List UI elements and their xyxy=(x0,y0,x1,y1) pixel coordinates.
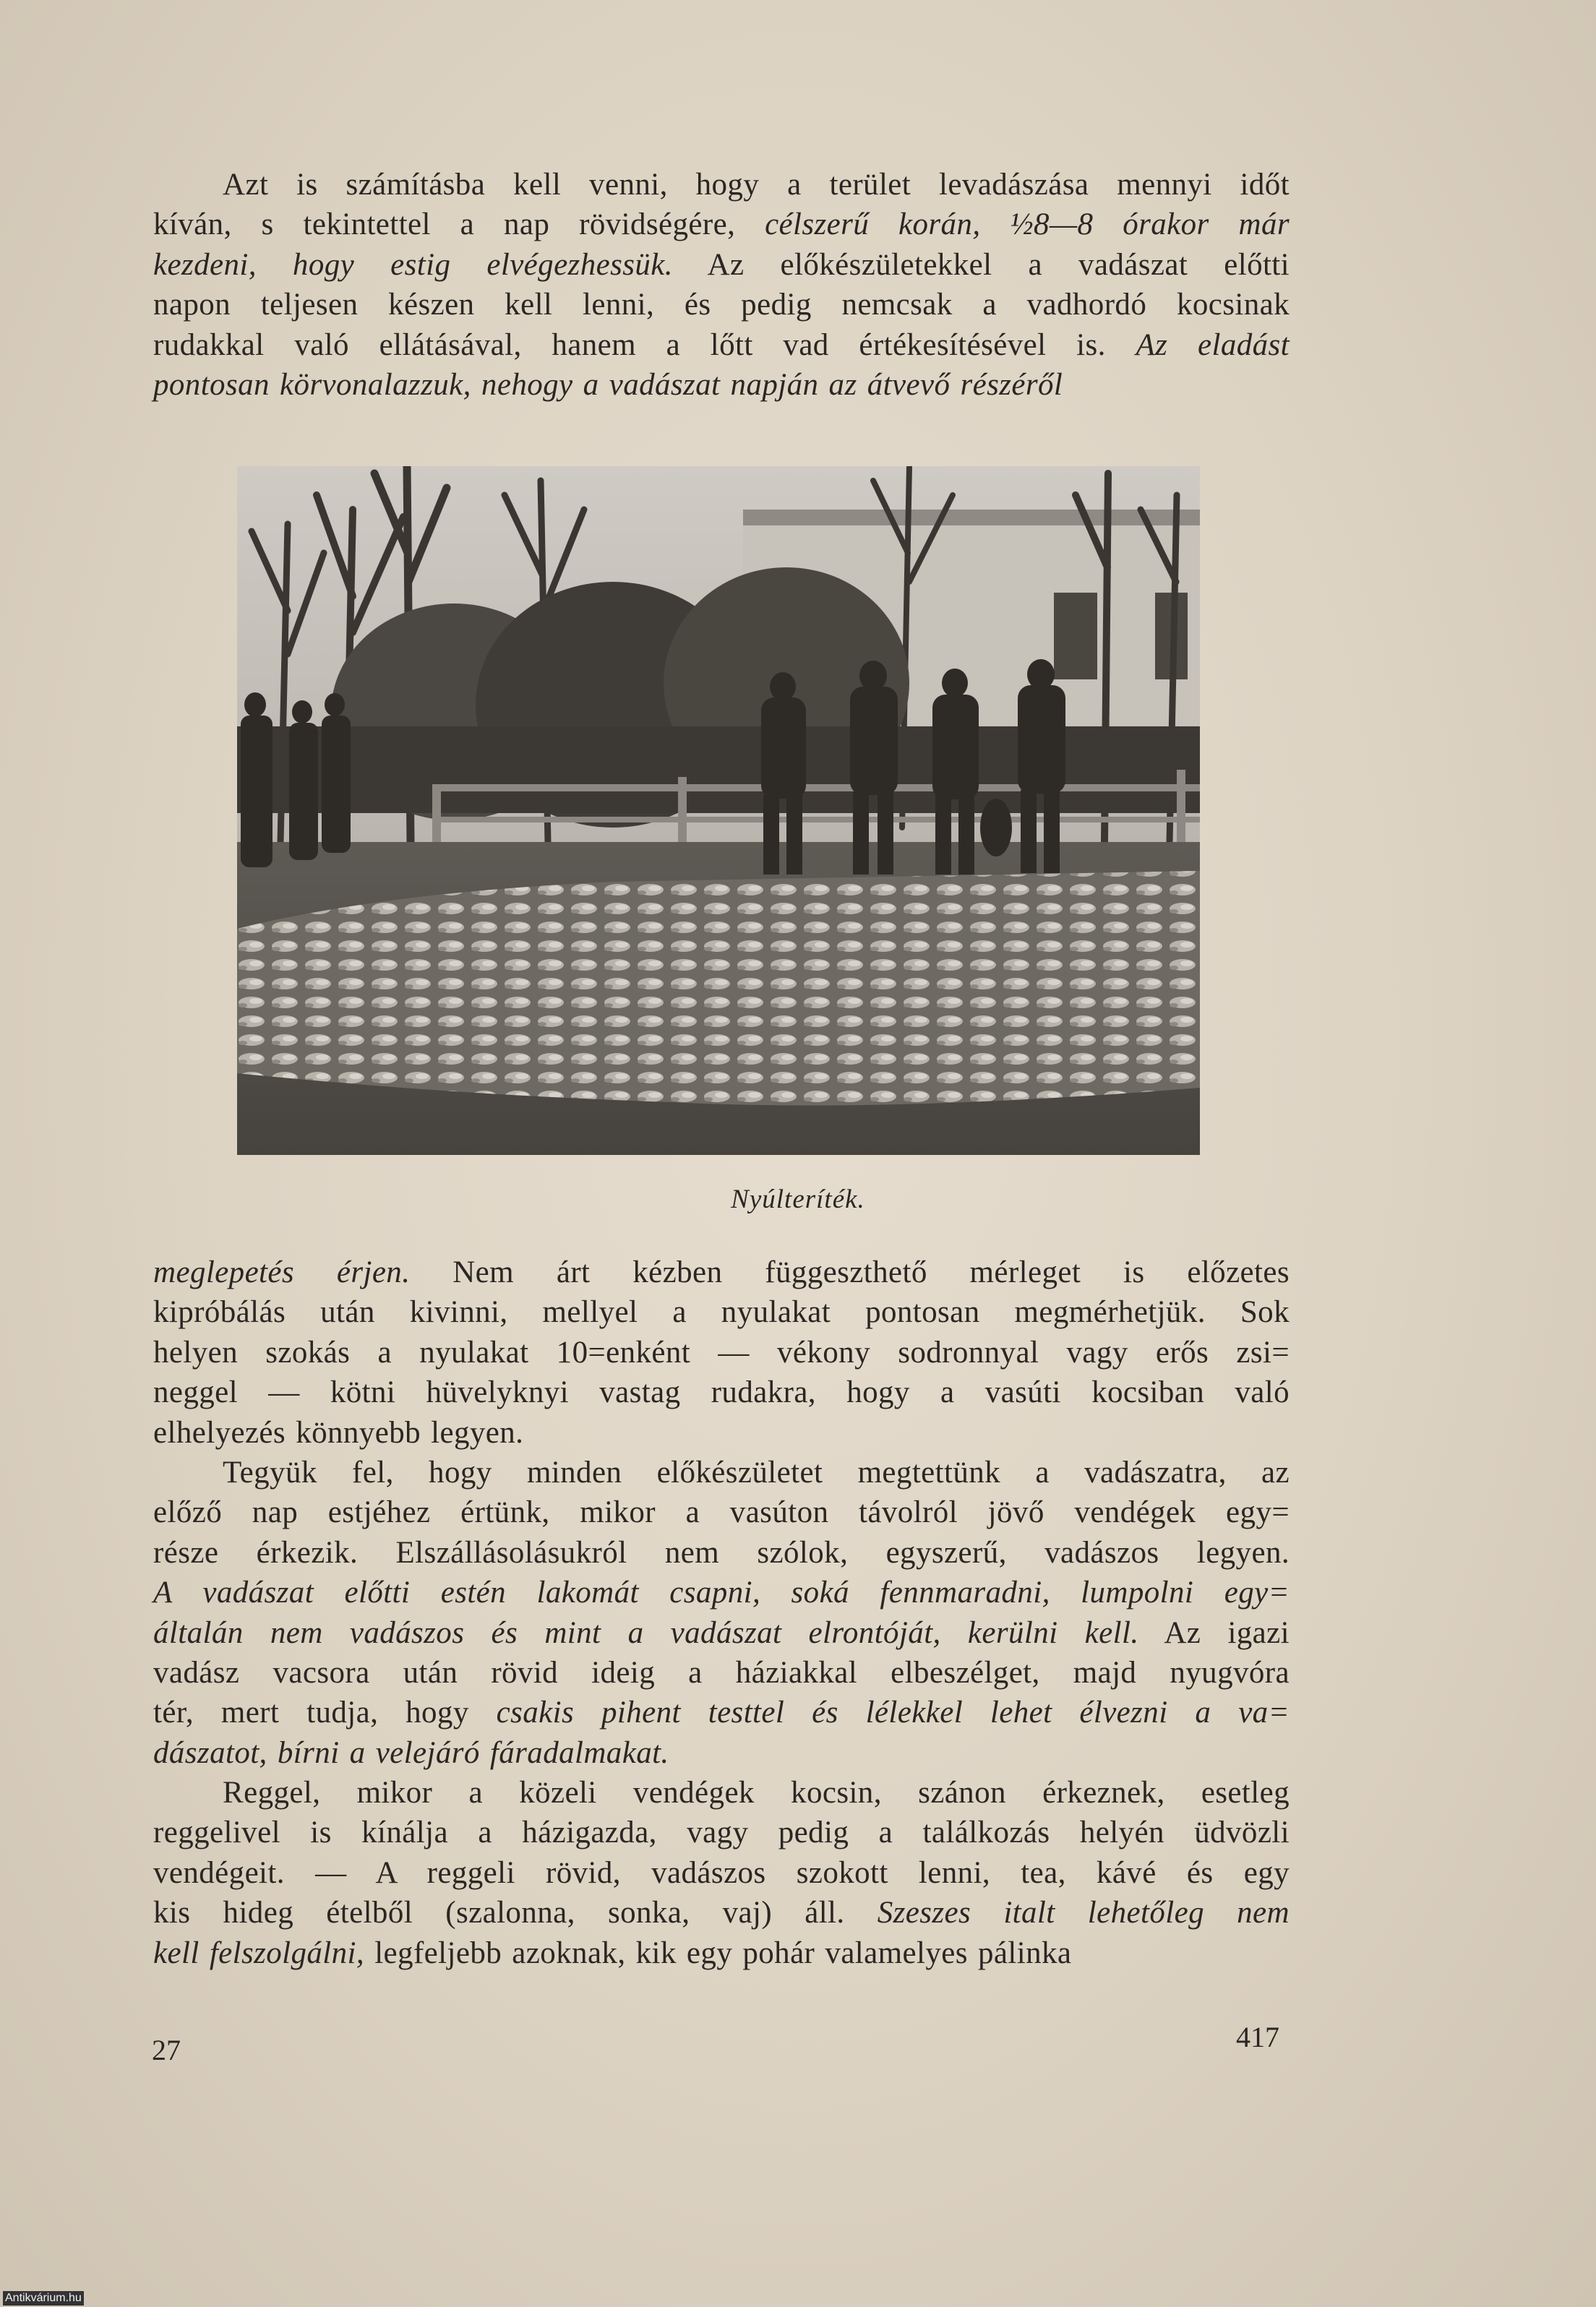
text-line: kipróbálás után kivinni, mellyel a nyulakat pontosan megmérhetjük. Sok xyxy=(153,1295,1290,1330)
text-line: vendégeit. — A reggeli rövid, vadászos szokott lenni, tea, kávé és egy xyxy=(153,1855,1290,1890)
text-line: vadász vacsora után rövid ideig a háziakkal elbeszélget, majd nyugvóra xyxy=(153,1656,1290,1690)
text-line: helyen szokás a nyulakat 10=enként — vékony sodronnyal vagy erős zsi= xyxy=(153,1335,1290,1370)
paragraph-4 xyxy=(153,1773,1290,1973)
paragraph-2 xyxy=(153,1253,1290,1453)
text-line: neggel — kötni hüvelyknyi vastag rudakra, hogy a vasúti kocsiban való xyxy=(153,1375,1290,1410)
text-line: A vadászat előtti estén lakomát csapni, soká fennmaradni, lumpolni egy= xyxy=(153,1576,1290,1610)
text-line: pontosan körvonalazzuk, nehogy a vadászat napján az átvevő részéről xyxy=(153,368,1063,403)
text-line: kezdeni, hogy estig elvégezhessük. Az előkészületekkel a vadászat előtti xyxy=(153,247,1290,282)
text-line: dászatot, bírni a velejáró fáradalmakat. xyxy=(153,1735,669,1770)
text-line: előző nap estjéhez értünk, mikor a vasúton távolról jövő vendégek egy= xyxy=(153,1495,1290,1530)
text-line: meglepetés érjen. Nem árt kézben függeszthető mérleget is előzetes xyxy=(153,1255,1290,1289)
text-line: általán nem vadászos és mint a vadászat elrontóját, kerülni kell. Az igazi xyxy=(153,1615,1290,1650)
text-line: kis hideg ételből (szalonna, sonka, vaj) áll. Szeszes italt lehetőleg nem xyxy=(153,1896,1290,1930)
text-line: reggelivel is kínálja a házigazda, vagy pedig a találkozás helyén üdvözli xyxy=(153,1816,1290,1850)
text-line: Azt is számításba kell venni, hogy a terület levadászása mennyi időt xyxy=(223,168,1290,202)
signature-mark: 27 xyxy=(152,2034,181,2066)
page-number: 417 xyxy=(1236,2021,1279,2053)
text-line: rudakkal való ellátásával, hanem a lőtt vad értékesítésével is. Az eladást xyxy=(153,327,1290,362)
photograph-hare-bag xyxy=(237,466,1200,1155)
text-line: elhelyezés könnyebb legyen. xyxy=(153,1415,524,1450)
watermark: Antikvárium.hu xyxy=(3,2291,84,2306)
text-line: Tegyük fel, hogy minden előkészületet megtettünk a vadászatra, az xyxy=(223,1456,1290,1490)
text-line: napon teljesen készen kell lenni, és pedig nemcsak a vadhordó kocsinak xyxy=(153,288,1290,322)
text-line: kíván, s tekintettel a nap rövidségére, célszerű korán, ½8—8 órakor már xyxy=(153,207,1290,242)
text-line: tér, mert tudja, hogy csakis pihent testtel és lélekkel lehet élvezni a va= xyxy=(153,1696,1290,1730)
text-line: kell felszolgálni, legfeljebb azoknak, kik egy pohár valamelyes pálinka xyxy=(153,1936,1072,1970)
text-line: része érkezik. Elszállásolásukról nem szólok, egyszerű, vadászos legyen. xyxy=(153,1535,1290,1570)
paragraph-1 xyxy=(153,165,1290,405)
paragraph-3 xyxy=(153,1453,1290,1773)
text-line: Reggel, mikor a közeli vendégek kocsin, szánon érkeznek, esetleg xyxy=(223,1776,1290,1810)
photo-caption: Nyúlteríték. xyxy=(731,1185,865,1214)
